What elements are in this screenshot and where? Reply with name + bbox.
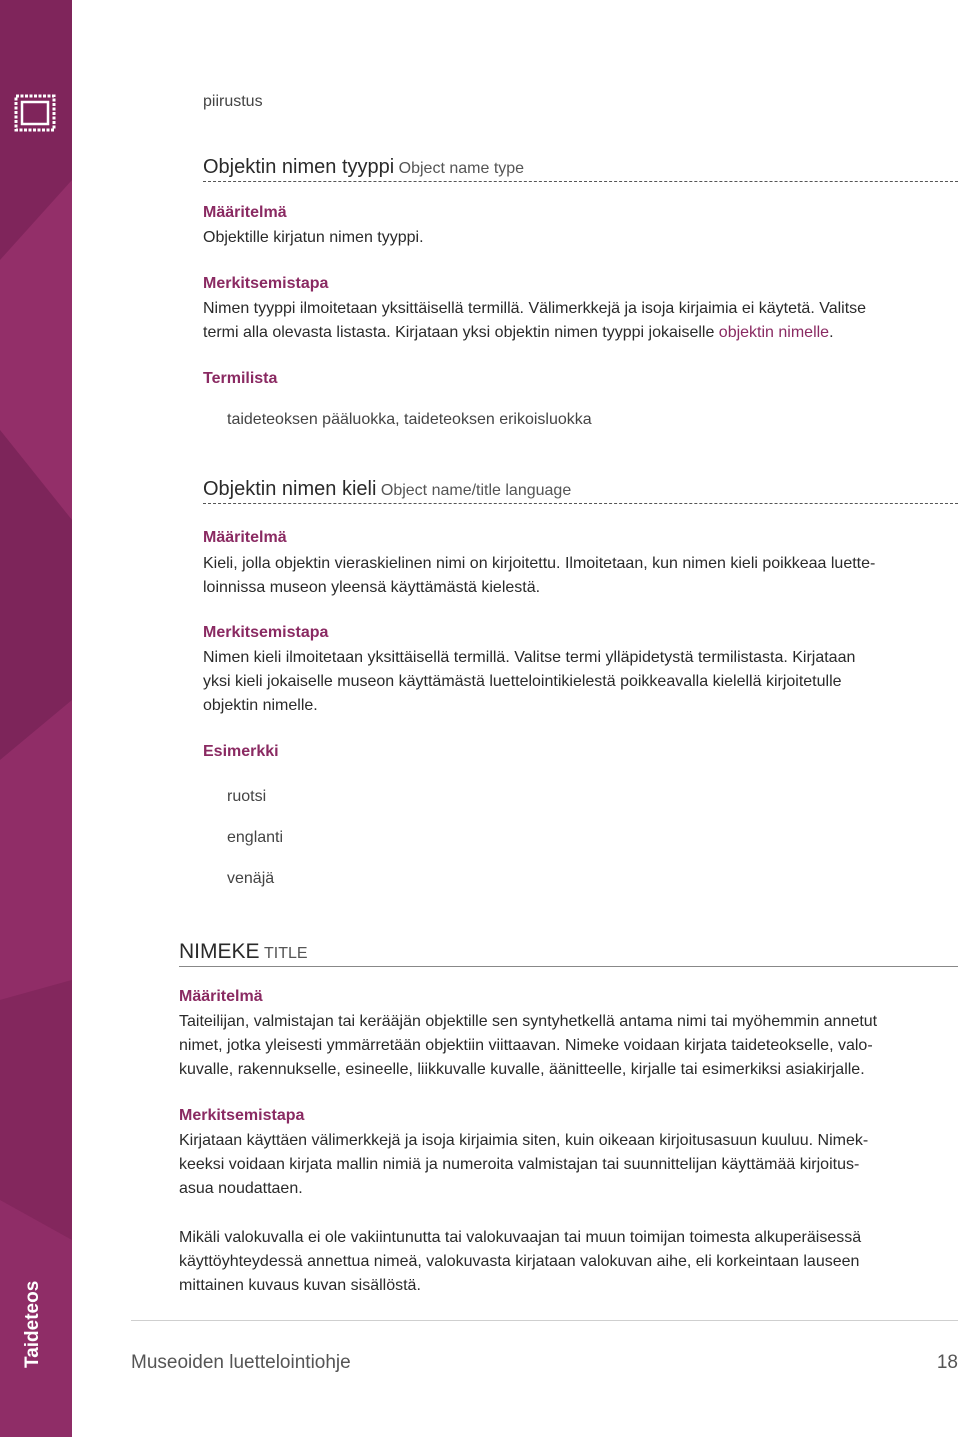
sidebar [0,0,72,1437]
object-name-link[interactable]: objektin nimelle [718,324,830,341]
definition-line: nimet, jotka yleisesti ymmärretään objektiin viittaavan. Nimeke voidaan kirjata taideteokselle, valo- [179,1037,873,1054]
heading-en: TITLE [263,945,308,962]
example-item: ruotsi [227,788,267,805]
heading-en: Object name/title language [380,482,572,499]
notation-text-span: . [829,324,834,341]
notation-line: Kirjataan käyttäen välimerkkejä ja isoja kirjaimia siten, kuin oikeaan kirjoitusasuun kuuluu. Nimek- [179,1132,869,1149]
paragraph-line: Mikäli valokuvalla ei ole vakiintunutta tai valokuvaajan tai muun toimijan toimesta alkuperäisessä [179,1229,862,1246]
heading-name-language [203,478,958,504]
page-number: 18 [936,1352,958,1373]
footer-title: Museoiden luettelointiohje [131,1352,351,1373]
heading-title-section [179,940,958,967]
definition-text: Objektille kirjatun nimen tyyppi. [203,229,424,246]
definition-label: Määritelmä [179,988,263,1005]
notation-label: Merkitsemistapa [179,1107,305,1124]
definition-line: Kieli, jolla objektin vieraskielinen nimi on kirjoitettu. Ilmoitetaan, kun nimen kieli poikkeaa luette- [203,555,876,572]
heading-en: Object name type [398,160,525,177]
definition-text [179,1010,958,1082]
definition-line: Taiteilijan, valmistajan tai kerääjän objektille sen syntyhetkellä antama nimi tai myöhemmin annetut [179,1013,878,1030]
termlist-label: Termilista [203,370,278,387]
notation-text [179,1129,958,1201]
example-item: englanti [227,829,284,846]
heading-fi: NIMEKE [179,940,260,963]
paragraph-line: käyttöyhteydessä annettua nimeä, valokuvasta kirjataan valokuvan aihe, eli korkeintaan lauseen [179,1253,860,1270]
notation-line: keeksi voidaan kirjata mallin nimiä ja numeroita valmistajan tai suunnittelijan käyttämää kirjoitus- [179,1156,860,1173]
definition-text [203,552,958,600]
notation-line [203,321,953,345]
picture-frame-icon [14,94,56,132]
heading-fi: Objektin nimen tyyppi [203,156,395,178]
definition-line: loinnissa museon yleensä käyttämästä kielestä. [203,579,541,596]
term-list: taideteoksen pääluokka, taideteoksen erikoisluokka [227,411,592,428]
paragraph [179,1226,958,1298]
previous-term-item: piirustus [203,93,263,110]
notation-line: yksi kieli jokaiselle museon käyttämästä luettelointikielestä poikkeavalla kielellä kirjoitetulle [203,673,842,690]
notation-label: Merkitsemistapa [203,624,329,641]
paragraph-line: mittainen kuvaus kuvan sisällöstä. [179,1277,421,1294]
footer-divider [131,1320,958,1321]
definition-label: Määritelmä [203,204,287,221]
examples-label: Esimerkki [203,743,279,760]
notation-text [203,646,958,718]
notation-text-span: termi alla olevasta listasta. Kirjataan yksi objektin nimen tyyppi jokaiselle [203,324,719,341]
notation-line: Nimen tyyppi ilmoitetaan yksittäisellä termillä. Välimerkkejä ja isoja kirjaimia ei käytetä. Valitse [203,300,867,317]
notation-line: Nimen kieli ilmoitetaan yksittäisellä termillä. Valitse termi ylläpidetystä termilistasta. Kirjataan [203,649,856,666]
notation-label: Merkitsemistapa [203,275,329,292]
notation-text [203,297,953,345]
notation-line: asua noudattaen. [179,1180,303,1197]
notation-line: objektin nimelle. [203,697,318,714]
heading-fi: Objektin nimen kieli [203,478,377,500]
definition-label: Määritelmä [203,529,287,546]
heading-name-type [203,156,958,182]
sidebar-background [0,0,72,1437]
example-item: venäjä [227,870,275,887]
section-label: Taideteos [22,1280,43,1368]
definition-line: kuvalle, rakennukselle, esineelle, liikkuvalle kuvalle, äänitteelle, kirjalle tai esimerkiksi asiakirjalle. [179,1061,865,1078]
